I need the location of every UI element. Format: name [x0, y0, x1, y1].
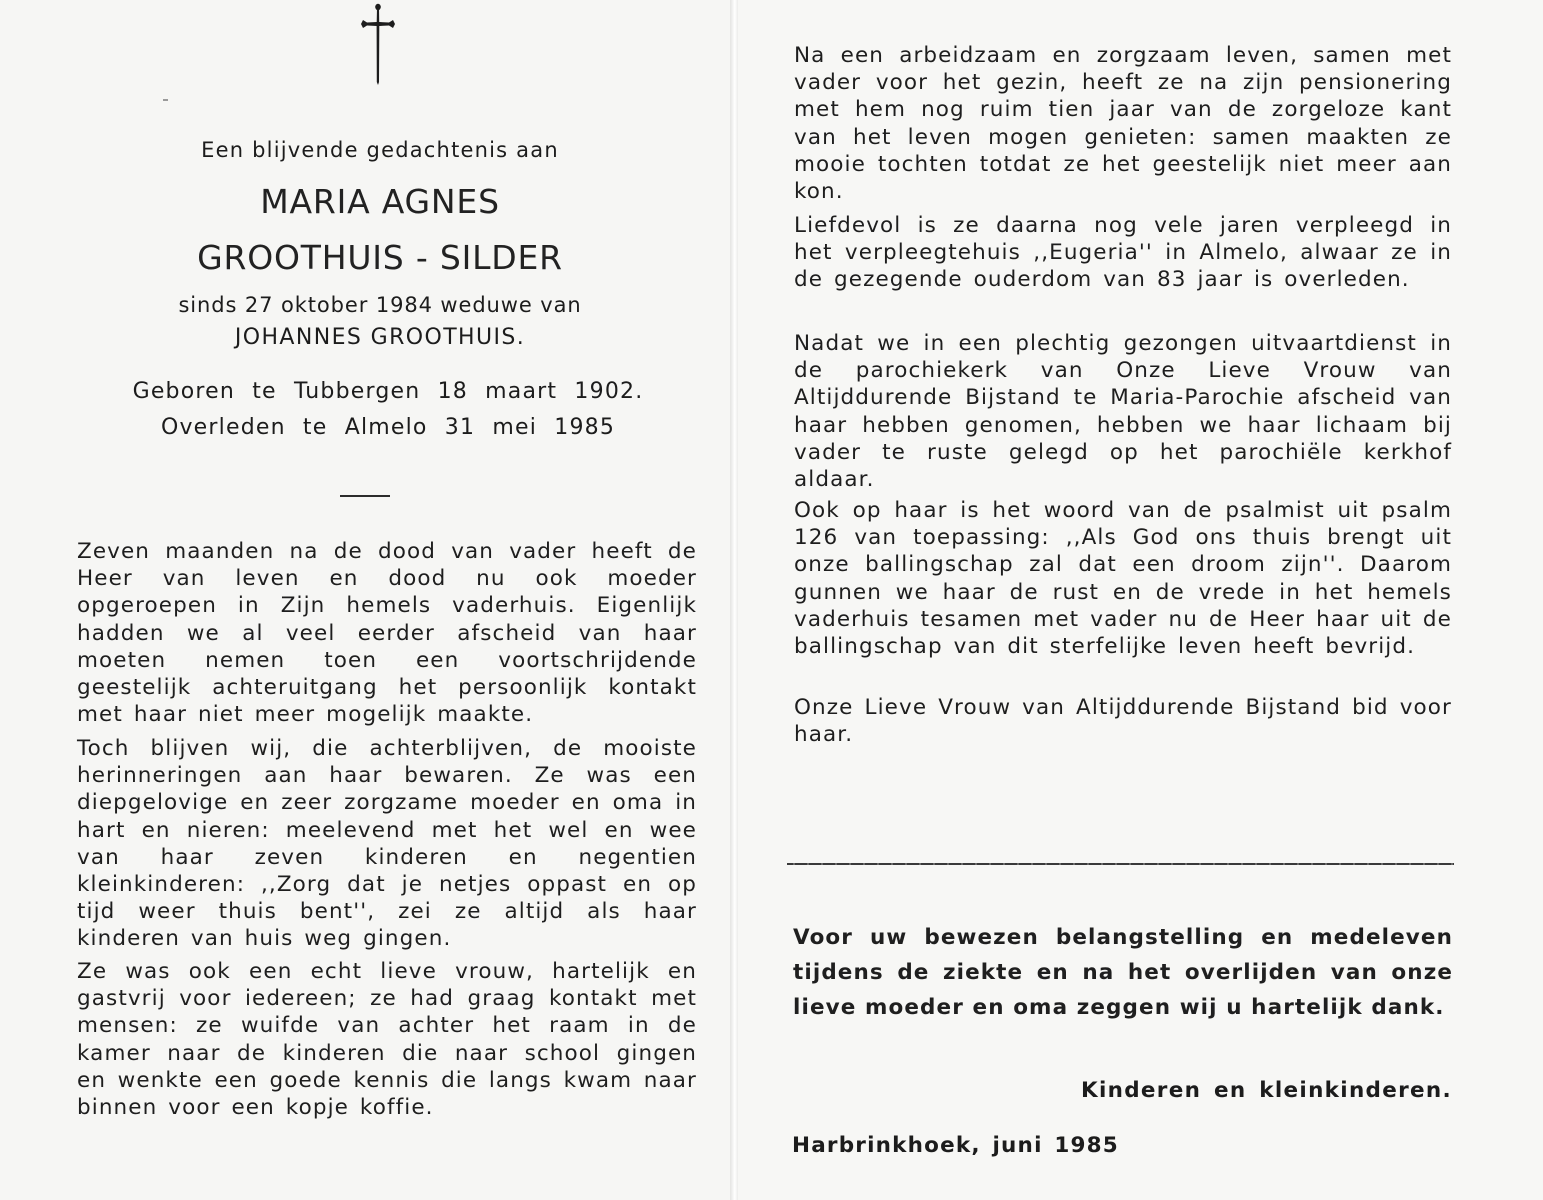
cross-icon	[352, 2, 404, 86]
signoff: Kinderen en kleinkinderen.	[1081, 1078, 1452, 1103]
separator-line	[340, 495, 390, 497]
right-paragraph-4: Ook op haar is het woord van de psalmist uit psalm 126 van toepassing: ,,Als God ons thuis brengt uit onze ballingschap zal dat een droom zijn''. Daarom gunnen we haar de rust en de vrede in het hemels vaderhuis tesamen met vader nu de Heer haar uit de ballingschap van dit sterfelijke leven heeft bevrijd.	[794, 498, 1452, 660]
left-paragraph-1: Zeven maanden na de dood van vader heeft de Heer van leven en dood nu ook moeder opgeroepen in Zijn hemels vaderhuis. Eigenlijk hadden we al veel eerder afscheid van haar moeten nemen toen een voortschrijdende geestelijk achteruitgang het persoonlijk kontakt met haar niet meer mogelijk maakte.	[77, 539, 697, 728]
place-date: Harbrinkhoek, juni 1985	[792, 1133, 1119, 1158]
right-paragraph-2: Liefdevol is ze daarna nog vele jaren verpleegd in het verpleegtehuis ,,Eugeria'' in Almelo, alwaar ze in de gezegende ouderdom van 83 jaar is overleden.	[794, 213, 1452, 293]
card-fold	[730, 0, 738, 1200]
widowhood-line: sinds 27 oktober 1984 weduwe van	[178, 293, 582, 317]
right-paragraph-5: Onze Lieve Vrouw van Altijddurende Bijstand bid voor haar.	[794, 695, 1452, 748]
right-paragraph-3: Nadat we in een plechtig gezongen uitvaartdienst in de parochiekerk van Onze Lieve Vrouw van Altijddurende Bijstand te Maria-Parochie afscheid van haar hebben genomen, hebben we haar lichaam bij vader te ruste gelegd op het parochiële kerkhof aldaar.	[794, 331, 1452, 493]
left-paragraph-2: Toch blijven wij, die achterblijven, de mooiste herinneringen aan haar bewaren. Ze was een diepgelovige en zeer zorgzame moeder en oma in hart en nieren: meelevend met het wel en wee van haar zeven kinderen en negentien kleinkinderen: ,,Zorg dat je netjes oppast en op tijd weer thuis bent'', zei ze altijd als haar kinderen van huis weg gingen.	[77, 736, 697, 952]
right-paragraph-1: Na een arbeidzaam en zorgzaam leven, samen met vader voor het gezin, heeft ze na zijn pensionering met hem nog ruim tien jaar van de zorgeloze kant van het leven mogen genieten: samen maakten ze mooie tochten totdat ze het geestelijk niet meer aan kon.	[794, 43, 1452, 205]
print-speck	[163, 99, 168, 101]
deceased-family-name: GROOTHUIS - SILDER	[197, 238, 563, 277]
death-line: Overleden te Almelo 31 mei 1985	[160, 415, 616, 440]
memorial-intro: Een blijvende gedachtenis aan	[201, 138, 559, 162]
horizontal-rule	[787, 863, 1454, 865]
deceased-name: MARIA AGNES	[260, 182, 500, 221]
birth-line: Geboren te Tubbergen 18 maart 1902.	[132, 379, 644, 404]
husband-name: JOHANNES GROOTHUIS.	[234, 325, 526, 350]
left-paragraph-3: Ze was ook een echt lieve vrouw, hartelijk en gastvrij voor iedereen; ze had graag kontakt met mensen: ze wuifde van achter het raam in de kamer naar de kinderen die naar school gingen en wenkte een goede kennis die langs kwam naar binnen voor een kopje koffie.	[77, 959, 697, 1121]
thanks-text: Voor uw bewezen belangstelling en medeleven tijdens de ziekte en na het overlijden van onze lieve moeder en oma zeggen wij u hartelijk dank.	[793, 925, 1453, 1020]
